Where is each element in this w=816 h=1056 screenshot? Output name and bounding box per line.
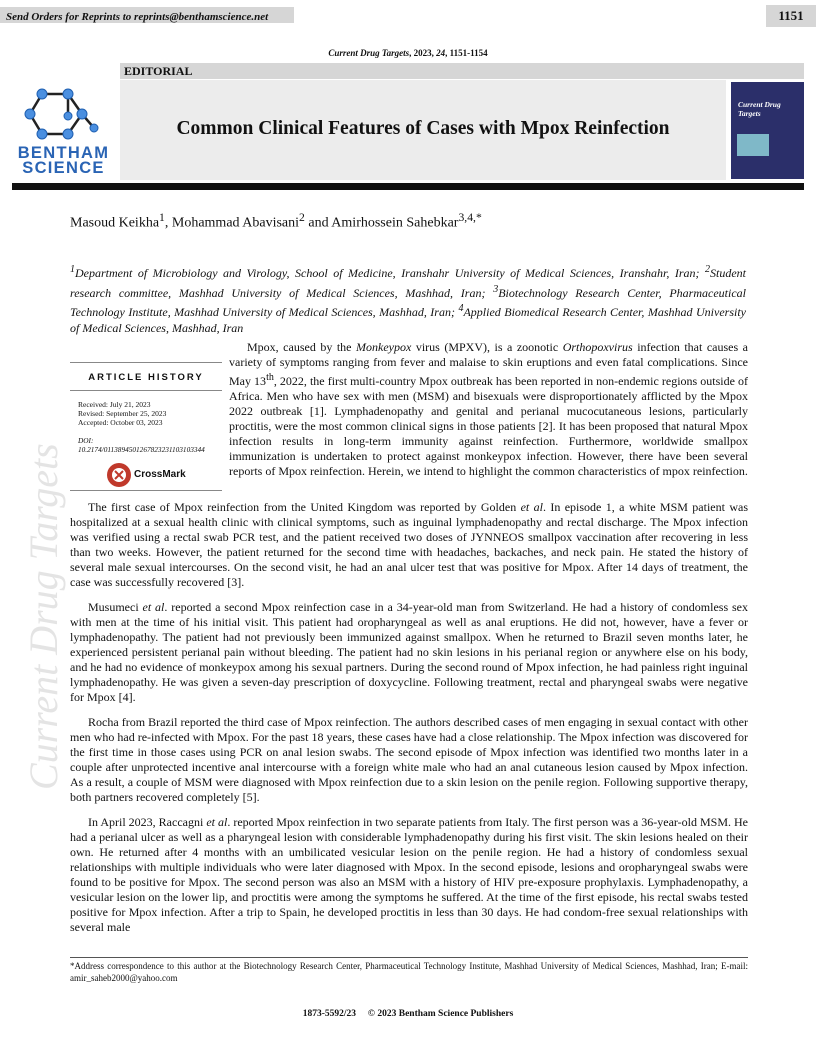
p1-text-a: Mpox, caused by the [247, 340, 357, 354]
affil-4-sup: 4 [458, 303, 464, 314]
accepted-date: Accepted: October 03, 2023 [78, 418, 163, 427]
body-paragraph-4 [70, 715, 748, 805]
p2-text-a: The first case of Mpox reinfection from the United Kingdom was reported by Golden [88, 500, 521, 514]
journal-citation [0, 48, 816, 58]
sidebar-rule-bottom [70, 490, 222, 491]
journal-pages: , 1151-1154 [445, 48, 488, 58]
cover-illustration [737, 134, 769, 156]
body-paragraph-1 [229, 340, 748, 479]
affil-2: Student research committee, Mashhad University of Medical Sciences, Mashhad, Iran; [70, 266, 746, 300]
copyright: © 2023 Bentham Science Publishers [367, 1009, 514, 1019]
sidebar-rule-mid [70, 390, 222, 391]
article-history-dates [78, 400, 166, 427]
p5-italic: et al [206, 815, 228, 829]
section-label: EDITORIAL [120, 63, 804, 79]
journal-name: Current Drug Targets [328, 48, 410, 58]
author-1: Masoud Keikha [70, 215, 160, 231]
p2-text-c: . In episode 1, a white MSM patient was hospitalized at a sexual health clinic with clinical symptoms, such as inguinal lymphadenopathy and rectal discharge. The Mpox infection was verified using a rectal swab PCR test, and the patient received two doses of JYNNEOS smallpox vaccination after recovering in less than two weeks. However, the patient returned for the second time with headaches, backaches, and neck pain. He stated the history of several male sexual intercourses. On the second visit, he had an anal ulcer test that was positive for Mpox. After 14 days of treatment, the case was successfully recovered [3]. [70, 500, 748, 589]
received-date: Received: July 21, 2023 [78, 400, 151, 409]
p1-italic-orthopoxvirus: Orthopoxvirus [562, 340, 633, 354]
p3-italic: et al [142, 600, 165, 614]
issn-copyright [0, 1009, 816, 1019]
article-title: Common Clinical Features of Cases with Mpox Reinfection [176, 118, 670, 139]
reprints-text: Send Orders for Reprints to reprints@benthamscience.net [6, 11, 269, 23]
article-history-heading: ARTICLE HISTORY [88, 372, 204, 383]
affil-1-sup: 1 [70, 264, 75, 275]
crossmark-label[interactable]: CrossMark [134, 469, 186, 480]
reprints-banner [0, 7, 294, 23]
revised-date: Revised: September 25, 2023 [78, 409, 167, 418]
journal-watermark: Current Drug Targets [21, 443, 66, 790]
p1-text-g: , 2022, the first multi-country Mpox outbreak has been reported in non-endemic regions outside of Africa. Men who have sex with men (MSM) and bisexuals were disproportionately afflicted by the Mpox 2022 outbreak [1]. Lymphadenopathy and genital and perianal mucocutaneous lesions, particularly proctitis, were the most common clinical signs in those patients [2]. It has been proposed that natural Mpox infection results in long-term immunity against reinfection. Furthermore, worldwide smallpox immunization is undertaken to protect against monkeypox infection. However, there have been several reports of Mpox reinfection. Herein, we intend to highlight the common characteristics of mpox reinfection. [229, 374, 748, 478]
author-2: , Mohammad Abavisani [164, 215, 300, 231]
affiliations [70, 262, 746, 336]
p3-text-c: . reported a second Mpox reinfection case in a 34-year-old man from Switzerland. He had a history of condomless sex with men at the time of his initial visit. This patient had oropharyngeal as well as anal eruptions. He did not, however, have a fever or lymphadenopathy. The patient had not previously been immunized against smallpox. When he returned to Brazil seven months later, he experienced persistent perianal pain without bleeding. The patient had no skin lesions in his perianal region or anywhere else on his body, and he had no evidence of monkeypox among his sexual partners. During the second round of Mpox infection, he had painless right inguinal lymphadenopathy. He was given a seven-day prescription of doxycycline. Following treatment, rectal and pharyngeal swabs were negative for Mpox [4]. [70, 600, 748, 704]
doi-label: DOI: [78, 436, 94, 445]
footnote-rule [70, 957, 748, 958]
doi-link[interactable]: 10.2174/0113894501267823231103103344 [78, 445, 205, 454]
journal-year: , 2023, [409, 48, 437, 58]
author-list [70, 211, 482, 232]
p4-text: Rocha from Brazil reported the third case of Mpox reinfection. The authors described cases of men engaging in sexual contact with other men who had re-infected with Mpox. For the past 18 years, these cases have had a close relationship. The Mpox infection was discovered for the first time in those cases using PCR on anal lesion swabs. The second episode of Mpox infection was identified two months later in a couple after unprotected incentive anal intercourse with a foreign white male who had an anal cutaneous lesion caused by Mpox infection. As a result, a couple of MSM were diagnosed with Mpox reinfection due to a skin lesion on the penile region. Following supportive therapy, both partners recovered completely [5]. [70, 715, 748, 804]
header-rule [12, 183, 804, 190]
p3-text-a: Musumeci [88, 600, 143, 614]
p1-italic-monkeypox: Monkeypox [356, 340, 412, 354]
issn: 1873-5592/23 [302, 1009, 357, 1019]
affil-2-sup: 2 [705, 264, 710, 275]
p5-text-a: In April 2023, Raccagni [88, 815, 207, 829]
page-number: 1151 [766, 5, 816, 27]
bentham-molecule-logo-icon [24, 84, 100, 144]
author-3: and Amirhossein Sahebkar [304, 215, 459, 231]
author-1-sup: 1 [159, 211, 165, 224]
sidebar-rule-top [70, 362, 222, 363]
author-3-sup: 3,4,* [458, 211, 482, 224]
author-2-sup: 2 [299, 211, 305, 224]
journal-cover-image [731, 82, 804, 179]
affil-3-sup: 3 [493, 283, 499, 295]
body-paragraph-3 [70, 600, 748, 705]
p2-italic: et al [520, 500, 543, 514]
affil-4: Applied Biomedical Research Center, Mashhad University of Medical Sciences, Mashhad, Iran [70, 305, 746, 335]
crossmark-icon[interactable] [106, 462, 132, 488]
journal-volume: 24 [436, 48, 446, 58]
logo-line-1: BENTHAM [17, 144, 110, 162]
logo-line-2: SCIENCE [22, 159, 105, 177]
p1-text-e: infection that causes a variety of symptoms ranging from fever and malaise to skin eruptions and even fatal complications. Since May 13 [229, 340, 748, 388]
doi-block [78, 436, 205, 454]
affil-3: Biotechnology Research Center, Pharmaceutical Technology Institute, Mashhad University of Medical Sciences, Mashhad, Iran; [70, 285, 746, 319]
body-paragraph-2 [70, 500, 748, 590]
body-paragraph-5 [70, 815, 748, 935]
bentham-logo-text [12, 146, 115, 176]
cover-title: Current Drug Targets [738, 100, 781, 118]
p5-text-c: . reported Mpox reinfection in two separate patients from Italy. The first person was a 36-year-old MSM. He had a perianal ulcer as well as a pharyngeal lesion with considerable lymphadenopathy during his first visit. The skin lesions healed on their own. He returned after 4 months with an umbilicated vesicular lesion on the penile region. He had a history of condomless sexual relationships with multiple individuals who were later diagnosed with Mpox. In the second episode, lesions and oropharyngeal swabs were found to be positive for Mpox. The second person was also an MSM with a history of HIV pre-exposure prophylaxis. Lymphadenopathy, a vesicular lesion on the lower lip, and proctitis were among the symptoms he suffered. At the time of the first episode, his rectal swabs tested positive for Mpox infection. After a trip to Spain, he developed proctitis in less than 30 days. He had condom-free sexual relationships with several male [70, 815, 748, 934]
affil-1: Department of Microbiology and Virology, School of Medicine, Iranshahr University of Medical Sciences, Iranshahr, Iran; [75, 266, 705, 280]
correspondence-footnote: *Address correspondence to this author at the Biotechnology Research Center, Pharmaceutical Technology Institute, Mashhad University of Medical Sciences, Mashhad, Iran; E-mail: amir_saheb2000@yahoo.com [70, 961, 748, 983]
p1-sup-th: th [266, 372, 274, 383]
p1-text-c: virus (MPXV), is a zoonotic [411, 340, 563, 354]
